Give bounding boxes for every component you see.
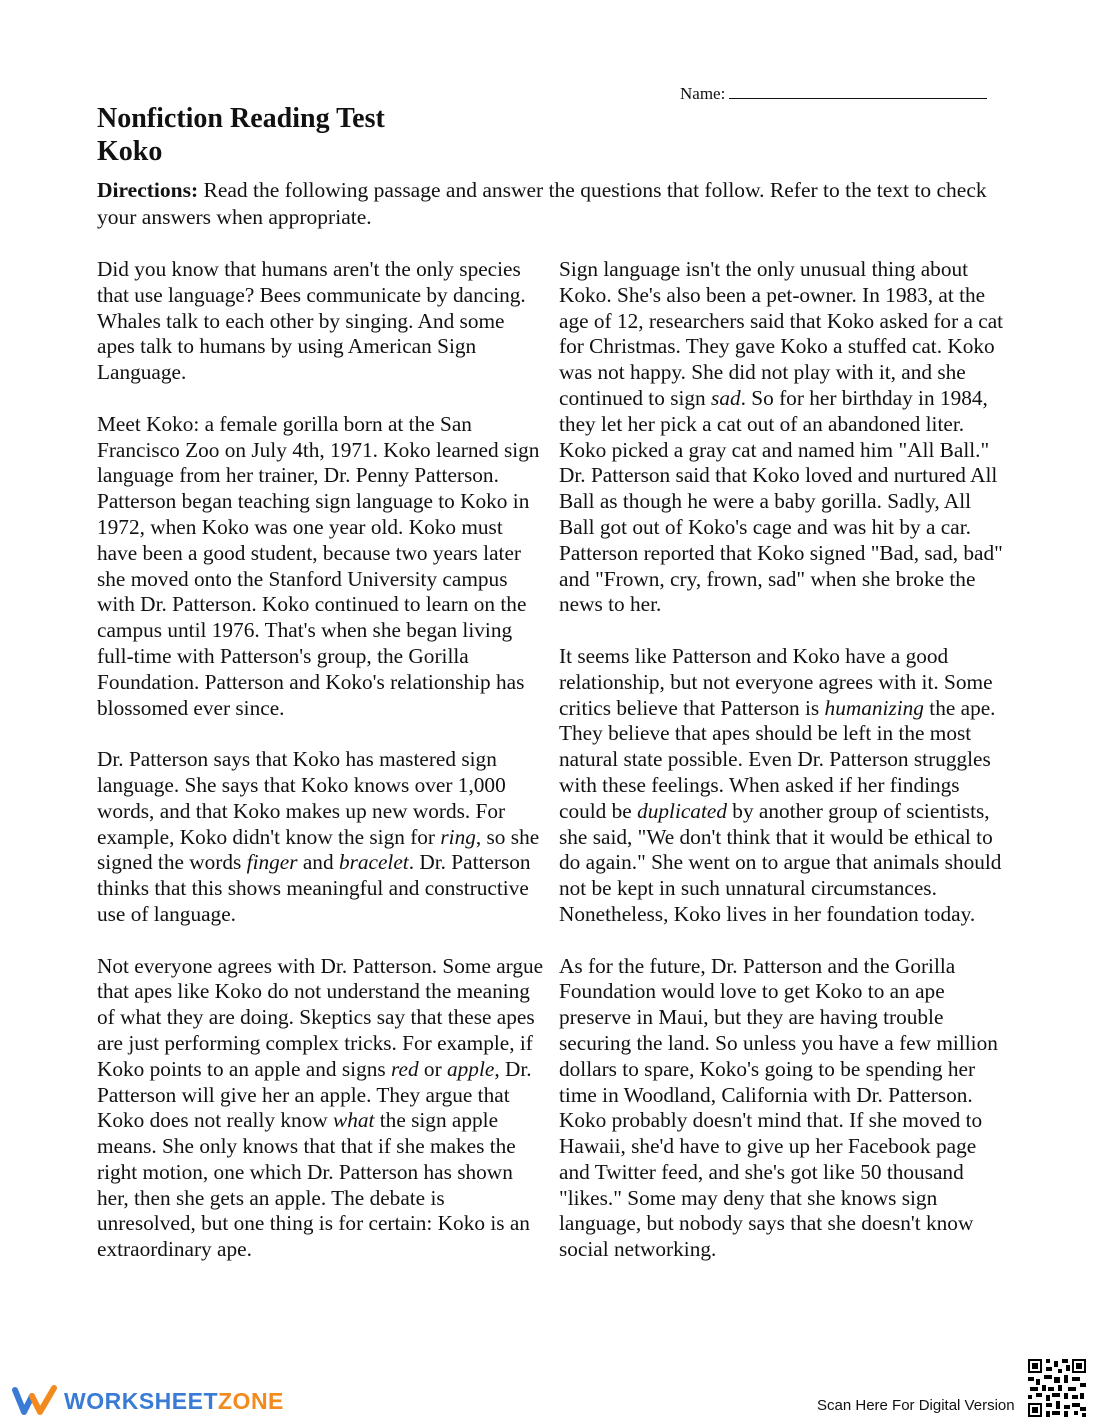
worksheetzone-logo[interactable] xyxy=(12,1384,284,1418)
directions-text: Read the following passage and answer the questions that follow. Refer to the text to check your answers when appropriate. xyxy=(97,178,987,229)
qr-code-icon[interactable] xyxy=(1028,1359,1086,1417)
scan-caption: Scan Here For Digital Version xyxy=(817,1397,1015,1414)
right-column xyxy=(559,257,1011,1289)
worksheetzone-logo-icon xyxy=(12,1384,60,1418)
title-line-2: Koko xyxy=(97,136,163,167)
paragraph: Dr. Patterson says that Koko has mastered sign language. She says that Koko knows over 1,000 words, and that Koko makes up new words. For example, Koko didn't know the sign for ring, so she signed the words finger and bracelet. Dr. Patterson thinks that this shows meaningful and constructive use of language. xyxy=(97,747,540,926)
name-field[interactable] xyxy=(680,82,987,104)
logo-text: WORKSHEETZONE xyxy=(64,1387,284,1414)
paragraph: Meet Koko: a female gorilla born at the San Francisco Zoo on July 4th, 1971. Koko learned sign language from her trainer, Dr. Penny Patterson. Patterson began teaching sign language to Koko in 1972, when Koko was one year old. Koko must have been a good student, because two years later she moved onto the Stanford University campus with Dr. Patterson. Koko continued to learn on the campus until 1976. That's when she began living full-time with Patterson's group, the Gorilla Foundation. Patterson and Koko's relationship has blossomed ever since. xyxy=(97,411,540,720)
directions xyxy=(97,177,997,231)
left-column xyxy=(97,257,547,1289)
paragraph: Did you know that humans aren't the only species that use language? Bees communicate by dancing. Whales talk to each other by singing. And some apes talk to humans by using American Sign Language. xyxy=(97,257,526,385)
paragraph: As for the future, Dr. Patterson and the Gorilla Foundation would love to get Koko to an ape preserve in Maui, but they are having trouble securing the land. So unless you have a few million dollars to spare, Koko's going to be spending her time in Woodland, California with Dr. Patterson. Koko probably doesn't mind that. If she moved to Hawaii, she'd have to give up her Facebook page and Twitter feed, and she's got like 50 thousand "likes." Some may deny that she knows sign language, but nobody says that she doesn't know social networking. xyxy=(559,953,998,1262)
page-title xyxy=(97,102,385,168)
directions-label: Directions: xyxy=(97,178,199,202)
name-blank-line[interactable] xyxy=(729,82,987,99)
paragraph: Not everyone agrees with Dr. Patterson. Some argue that apes like Koko do not understand the meaning of what they are doing. Skeptics say that these apes are just performing complex tricks. For example, if Koko points to an apple and signs red or apple, Dr. Patterson will give her an apple. They argue that Koko does not really know what the sign apple means. She only knows that that if she makes the right motion, one which Dr. Patterson has shown her, then she gets an apple. The debate is unresolved, but one thing is for certain: Koko is an extraordinary ape. xyxy=(97,953,544,1262)
name-label: Name: xyxy=(680,84,726,103)
paragraph: Sign language isn't the only unusual thing about Koko. She's also been a pet-owner. In 1983, at the age of 12, researchers said that Koko asked for a cat for Christmas. They gave Koko a stuffed cat. Koko was not happy. She did not play with it, and she continued to sign sad. So for her birthday in 1984, they let her pick a cat out of an abandoned liter. Koko picked a gray cat and named him "All Ball." Dr. Patterson said that Koko loved and nurtured All Ball as though he were a baby gorilla. Sadly, All Ball got out of Koko's cage and was hit by a car. Patterson reported that Koko signed "Bad, sad, bad" and "Frown, cry, frown, sad" when she broke the news to her. xyxy=(559,257,1004,617)
paragraph: It seems like Patterson and Koko have a good relationship, but not everyone agrees with it. Some critics believe that Patterson is humanizing the ape. They believe that apes should be left in the most natural state possible. Even Dr. Patterson struggles with these feelings. When asked if her findings could be duplicated by another group of scientists, she said, "We don't think that it would be ethical to do again." She went on to argue that animals should not be kept in such unnatural circumstances. Nonetheless, Koko lives in her foundation today. xyxy=(559,643,1002,926)
title-line-1: Nonfiction Reading Test xyxy=(97,103,385,134)
